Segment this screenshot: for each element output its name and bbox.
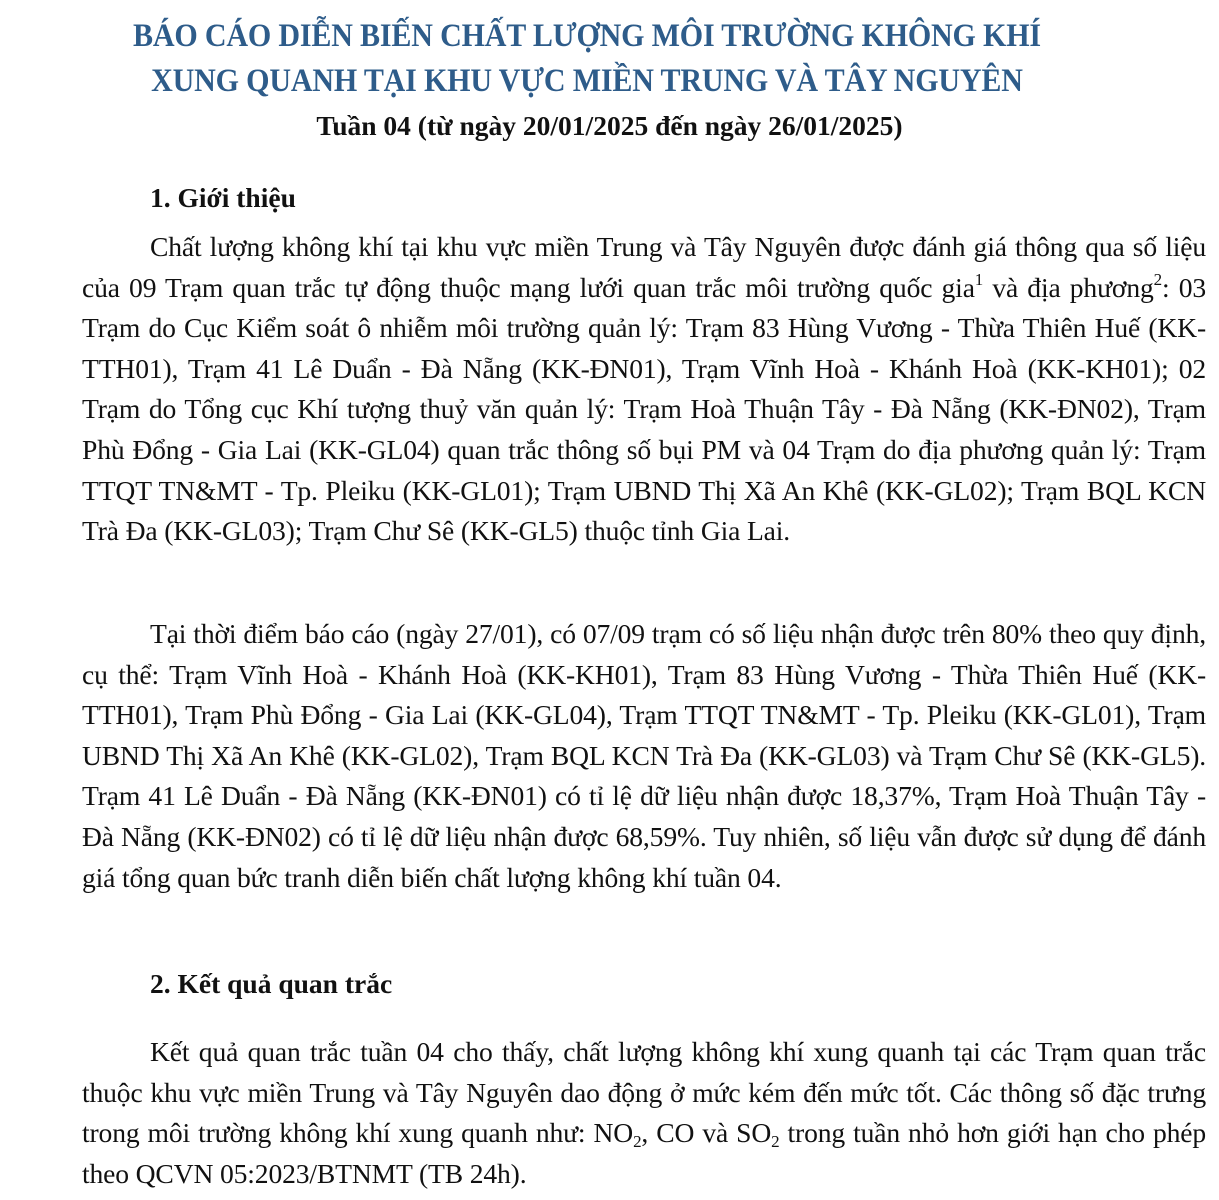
report-subtitle-week: Tuần 04 (từ ngày 20/01/2025 đến ngày 26/01/2025)	[316, 110, 903, 141]
intro-paragraph-data-rate: Tại thời điểm báo cáo (ngày 27/01), có 07/09 trạm có số liệu nhận được trên 80% theo quy định, cụ thể: Trạm Vĩnh Hoà - Khánh Hoà (KK-KH01), Trạm 83 Hùng Vương - Thừa Thiên Huế (KK-TTH01), Trạm Phù Đổng - Gia Lai (KK-GL04), Trạm TTQT TN&MT - Tp. Pleiku (KK-GL01), Trạm UBND Thị Xã An Khê (KK-GL02), Trạm BQL KCN Trà Đa (KK-GL03) và Trạm Chư Sê (KK-GL5). Trạm 41 Lê Duẩn - Đà Nẵng (KK-ĐN01) có tỉ lệ dữ liệu nhận được 18,37%, Trạm Hoà Thuận Tây - Đà Nẵng (KK-ĐN02) có tỉ lệ dữ liệu nhận được 68,59%. Tuy nhiên, số liệu vẫn được sử dụng để đánh giá tổng quan bức tranh diễn biến chất lượng không khí tuần 04.	[82, 618, 1206, 893]
intro-paragraph-text-part2: và địa phương	[983, 271, 1154, 303]
footnote-reference-2[interactable]: 2	[1153, 270, 1162, 290]
results-paragraph-text-part1: Kết quả quan trắc tuần 04 cho thấy, chất lượng không khí xung quanh tại các Trạm quan trắc thuộc khu vực miền Trung và Tây Nguyên dao động ở mức kém đến mức tốt. Các thông số đặc trưng trong môi trường không khí xung quanh như: NO	[82, 1036, 1206, 1149]
section-heading-introduction: 1. Giới thiệu	[150, 182, 296, 213]
report-title-line-1: BÁO CÁO DIỄN BIẾN CHẤT LƯỢNG MÔI TRƯỜNG KHÔNG KHÍ	[132, 18, 1041, 54]
results-paragraph-text-part2: , CO và SO	[641, 1117, 772, 1149]
report-title-line-2: XUNG QUANH TẠI KHU VỰC MIỀN TRUNG VÀ TÂY NGUYÊN	[151, 63, 1023, 99]
intro-paragraph-text-part1: Chất lượng không khí tại khu vực miền Trung và Tây Nguyên được đánh giá thông qua số liệu của 09 Trạm quan trắc tự động thuộc mạng lưới quan trắc môi trường quốc gia	[82, 231, 1206, 303]
results-paragraph	[82, 1032, 1206, 1194]
intro-paragraph-text-part3: : 03 Trạm do Cục Kiểm soát ô nhiễm môi trường quản lý: Trạm 83 Hùng Vương - Thừa Thiên Huế (KK-TTH01), Trạm 41 Lê Duẩn - Đà Nẵng (KK-ĐN01), Trạm Vĩnh Hoà - Khánh Hoà (KK-KH01); 02 Trạm do Tổng cục Khí tượng thuỷ văn quản lý: Trạm Hoà Thuận Tây - Đà Nẵng (KK-ĐN02), Trạm Phù Đổng - Gia Lai (KK-GL04) quan trắc thông số bụi PM và 04 Trạm do địa phương quản lý: Trạm TTQT TN&MT - Tp. Pleiku (KK-GL01); Trạm UBND Thị Xã An Khê (KK-GL02); Trạm BQL KCN Trà Đa (KK-GL03); Trạm Chư Sê (KK-GL5) thuộc tỉnh Gia Lai.	[82, 271, 1206, 547]
no2-subscript: 2	[633, 1131, 642, 1151]
intro-paragraph-stations	[82, 227, 1206, 552]
so2-subscript: 2	[771, 1131, 780, 1151]
results-paragraph-text-part3: trong tuần nhỏ hơn giới hạn cho phép theo QCVN 05:2023/BTNMT (TB 24h).	[82, 1117, 1206, 1189]
footnote-reference-1[interactable]: 1	[974, 270, 984, 290]
section-heading-monitoring-results: 2. Kết quả quan trắc	[150, 968, 393, 999]
